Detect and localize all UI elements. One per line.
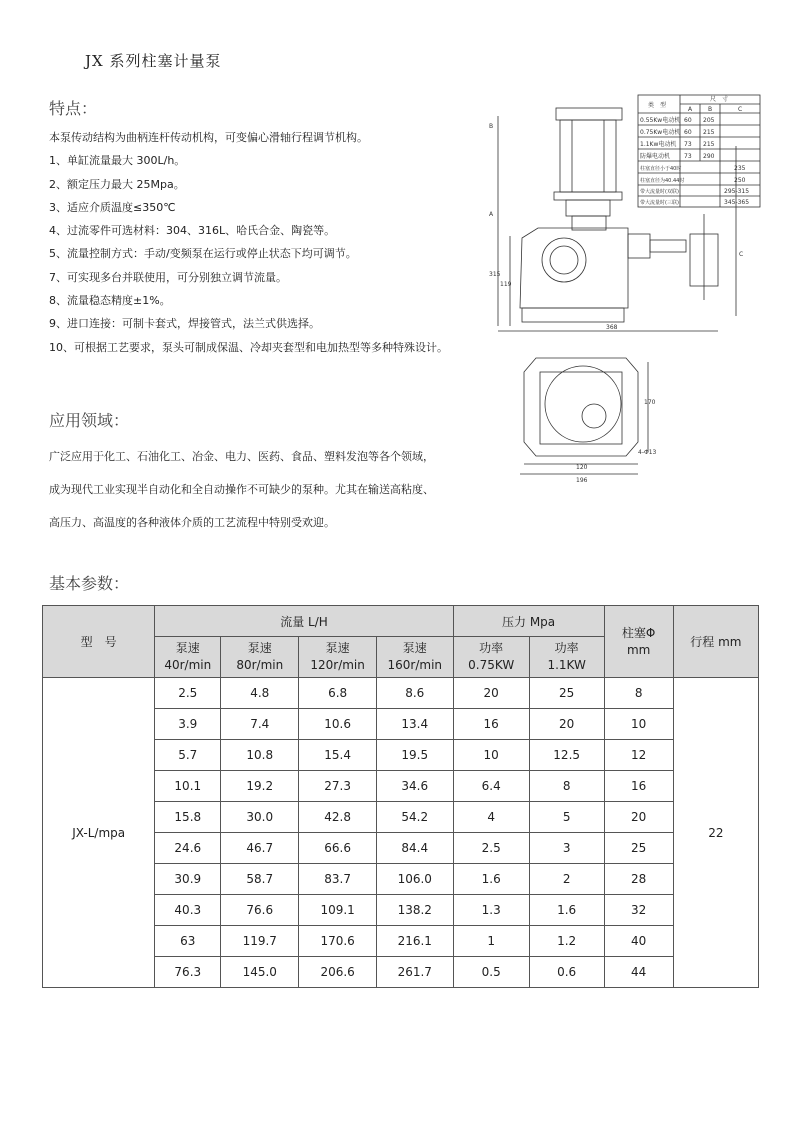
table-cell: 24.6 bbox=[155, 833, 221, 864]
table-cell: 40 bbox=[604, 926, 673, 957]
dim-row-label: 防爆电动机 bbox=[640, 153, 671, 160]
table-cell: 206.6 bbox=[299, 957, 377, 988]
table-cell: 83.7 bbox=[299, 864, 377, 895]
dim-row-label: 1.1Kw电动机 bbox=[640, 141, 677, 148]
header-model: 型 号 bbox=[43, 606, 155, 678]
table-cell: 119.7 bbox=[221, 926, 299, 957]
feature-item: 1、单缸流量最大 300L/h。 bbox=[49, 154, 186, 168]
dim-col-a: A bbox=[688, 106, 693, 113]
params-table bbox=[42, 605, 759, 988]
header-speed-value: 160r/min bbox=[387, 658, 443, 672]
table-cell: 6.4 bbox=[453, 771, 529, 802]
dim-extra-label: 带大流量时(双联) bbox=[640, 189, 679, 195]
pump-plan-view bbox=[520, 358, 657, 484]
dim-height-315: 315 bbox=[489, 271, 501, 278]
table-cell: 1 bbox=[453, 926, 529, 957]
dim-width-total: 368 bbox=[606, 324, 618, 331]
table-cell: 5 bbox=[529, 802, 604, 833]
dim-col-b: B bbox=[708, 106, 713, 113]
dim-row-label: 0.75Kw电动机 bbox=[640, 129, 681, 136]
dimension-table bbox=[638, 95, 760, 207]
header-speed-label: 泵速 bbox=[402, 641, 427, 655]
dim-label-a: A bbox=[489, 211, 494, 218]
table-cell: 40.3 bbox=[155, 895, 221, 926]
header-plunger-unit: mm bbox=[626, 642, 651, 657]
table-cell: 1.2 bbox=[529, 926, 604, 957]
table-cell: 58.7 bbox=[221, 864, 299, 895]
table-cell: 28 bbox=[604, 864, 673, 895]
table-cell: 12 bbox=[604, 740, 673, 771]
dim-table-header-type: 类 型 bbox=[648, 102, 667, 109]
dim-row-a: 60 bbox=[684, 129, 692, 136]
table-cell: 12.5 bbox=[529, 740, 604, 771]
table-cell: 170.6 bbox=[299, 926, 377, 957]
table-cell: 20 bbox=[604, 802, 673, 833]
header-speed-label: 泵速 bbox=[175, 641, 200, 655]
application-heading: 应用领域： bbox=[49, 411, 130, 430]
header-power-label: 功率 bbox=[554, 641, 579, 655]
table-cell: 15.8 bbox=[155, 802, 221, 833]
header-speed-value: 120r/min bbox=[310, 658, 365, 672]
header-power-value: 0.75KW bbox=[468, 658, 515, 672]
table-cell: 13.4 bbox=[376, 709, 453, 740]
application-text bbox=[49, 440, 479, 539]
header-power-label: 功率 bbox=[479, 641, 504, 655]
table-cell: 16 bbox=[604, 771, 673, 802]
application-line: 高压力、高温度的各种液体介质的工艺流程中特别受欢迎。 bbox=[49, 516, 335, 529]
application-line: 成为现代工业实现半自动化和全自动操作不可缺少的泵种。尤其在输送高粘度、 bbox=[49, 483, 434, 496]
dim-table-header-size: 尺 寸 bbox=[710, 96, 729, 103]
feature-item: 9、进口连接：可制卡套式，焊接管式，法兰式供选择。 bbox=[49, 317, 320, 331]
table-cell: 20 bbox=[529, 709, 604, 740]
feature-item: 8、流量稳态精度±1%。 bbox=[49, 294, 171, 308]
header-speed-40 bbox=[155, 637, 221, 678]
dim-row-label: 0.55Kw电动机 bbox=[640, 117, 681, 124]
header-speed-label: 泵速 bbox=[247, 641, 272, 655]
table-cell: 3 bbox=[529, 833, 604, 864]
header-speed-label: 泵速 bbox=[325, 641, 350, 655]
feature-item: 5、流量控制方式：手动/变频泵在运行或停止状态下均可调节。 bbox=[49, 247, 357, 261]
table-cell: 54.2 bbox=[376, 802, 453, 833]
table-cell: 8.6 bbox=[376, 678, 453, 709]
features-heading: 特点： bbox=[49, 99, 98, 118]
header-speed-120 bbox=[299, 637, 377, 678]
table-cell: 20 bbox=[453, 678, 529, 709]
table-cell: 10 bbox=[604, 709, 673, 740]
dim-label-c: C bbox=[739, 251, 744, 258]
params-heading: 基本参数： bbox=[49, 574, 130, 593]
header-stroke: 行程 mm bbox=[673, 606, 758, 678]
table-cell: 8 bbox=[529, 771, 604, 802]
table-cell: 15.4 bbox=[299, 740, 377, 771]
dim-row-b: 205 bbox=[703, 117, 715, 124]
table-cell: 19.5 bbox=[376, 740, 453, 771]
page-title: JX 系列柱塞计量泵 bbox=[85, 52, 222, 70]
dim-extra-value: 345-365 bbox=[724, 199, 750, 206]
header-plunger bbox=[604, 606, 673, 678]
dim-extra-value: 235 bbox=[734, 165, 746, 172]
dim-row-b: 215 bbox=[703, 141, 715, 148]
table-cell: 66.6 bbox=[299, 833, 377, 864]
header-speed-80 bbox=[221, 637, 299, 678]
feature-item: 3、适应介质温度≤350℃ bbox=[49, 200, 176, 214]
feature-item: 10、可根据工艺要求，泵头可制成保温、冷却夹套型和电加热型等多种特殊设计。 bbox=[49, 340, 448, 354]
table-cell: 76.6 bbox=[221, 895, 299, 926]
table-cell: 4.8 bbox=[221, 678, 299, 709]
header-plunger-label: 柱塞Φ bbox=[621, 625, 656, 640]
table-cell: 16 bbox=[453, 709, 529, 740]
table-cell: 3.9 bbox=[155, 709, 221, 740]
table-cell: 1.6 bbox=[453, 864, 529, 895]
table-cell: 10.8 bbox=[221, 740, 299, 771]
table-cell: 2 bbox=[529, 864, 604, 895]
dim-height-119: 119 bbox=[500, 281, 512, 288]
dim-extra-label: 带大流量时(三联) bbox=[640, 200, 679, 206]
application-line: 广泛应用于化工、石油化工、冶金、电力、医药、食品、塑料发泡等各个领域， bbox=[49, 450, 434, 463]
model-cell: JX-L/mpa bbox=[43, 678, 155, 988]
table-row bbox=[43, 678, 759, 709]
dim-row-a: 73 bbox=[684, 153, 692, 160]
dim-extra-label: 柱塞直径为40.44时 bbox=[640, 178, 685, 184]
dim-col-c: C bbox=[738, 106, 743, 113]
table-cell: 25 bbox=[604, 833, 673, 864]
table-cell: 30.9 bbox=[155, 864, 221, 895]
dim-plan-196: 196 bbox=[576, 477, 588, 484]
dim-extra-value: 250 bbox=[734, 177, 746, 184]
table-cell: 84.4 bbox=[376, 833, 453, 864]
header-power-value: 1.1KW bbox=[547, 658, 586, 672]
header-speed-value: 40r/min bbox=[164, 658, 212, 672]
dim-extra-label: 柱塞直径小于40时 bbox=[640, 166, 682, 172]
params-rows bbox=[43, 678, 759, 988]
header-power-11 bbox=[529, 637, 604, 678]
table-cell: 10 bbox=[453, 740, 529, 771]
features-list bbox=[49, 126, 509, 359]
table-cell: 27.3 bbox=[299, 771, 377, 802]
table-cell: 42.8 bbox=[299, 802, 377, 833]
header-speed-160 bbox=[376, 637, 453, 678]
table-cell: 34.6 bbox=[376, 771, 453, 802]
dim-row-a: 73 bbox=[684, 141, 692, 148]
table-cell: 5.7 bbox=[155, 740, 221, 771]
header-speed-value: 80r/min bbox=[236, 658, 284, 672]
table-cell: 216.1 bbox=[376, 926, 453, 957]
table-cell: 19.2 bbox=[221, 771, 299, 802]
feature-item: 4、过流零件可选材料：304、316L、哈氏合金、陶瓷等。 bbox=[49, 224, 336, 238]
table-cell: 8 bbox=[604, 678, 673, 709]
stroke-cell: 22 bbox=[673, 678, 758, 988]
table-cell: 10.6 bbox=[299, 709, 377, 740]
dim-row-b: 290 bbox=[703, 153, 715, 160]
header-flow: 流量 L/H bbox=[155, 606, 453, 637]
table-cell: 109.1 bbox=[299, 895, 377, 926]
table-cell: 76.3 bbox=[155, 957, 221, 988]
table-cell: 46.7 bbox=[221, 833, 299, 864]
table-cell: 44 bbox=[604, 957, 673, 988]
dim-row-b: 215 bbox=[703, 129, 715, 136]
table-cell: 106.0 bbox=[376, 864, 453, 895]
feature-item: 7、可实现多台并联使用，可分别独立调节流量。 bbox=[49, 270, 287, 284]
table-cell: 2.5 bbox=[155, 678, 221, 709]
dim-extra-value: 295-315 bbox=[724, 188, 750, 195]
table-cell: 32 bbox=[604, 895, 673, 926]
pump-drawing bbox=[488, 86, 768, 486]
header-pressure: 压力 Mpa bbox=[453, 606, 604, 637]
table-cell: 261.7 bbox=[376, 957, 453, 988]
dim-row-a: 60 bbox=[684, 117, 692, 124]
table-cell: 25 bbox=[529, 678, 604, 709]
table-cell: 4 bbox=[453, 802, 529, 833]
feature-item: 本泵传动结构为曲柄连杆传动机构，可变偏心滑轴行程调节机构。 bbox=[49, 131, 368, 144]
table-cell: 6.8 bbox=[299, 678, 377, 709]
table-cell: 1.6 bbox=[529, 895, 604, 926]
table-cell: 145.0 bbox=[221, 957, 299, 988]
table-cell: 0.6 bbox=[529, 957, 604, 988]
dim-label-b: B bbox=[489, 123, 494, 130]
table-cell: 10.1 bbox=[155, 771, 221, 802]
table-cell: 63 bbox=[155, 926, 221, 957]
header-power-075 bbox=[453, 637, 529, 678]
dim-plan-170: 170 bbox=[644, 399, 656, 406]
table-cell: 138.2 bbox=[376, 895, 453, 926]
dim-plan-holes: 4-Φ13 bbox=[638, 449, 657, 456]
table-cell: 30.0 bbox=[221, 802, 299, 833]
table-cell: 1.3 bbox=[453, 895, 529, 926]
feature-item: 2、额定压力最大 25Mpa。 bbox=[49, 177, 185, 191]
table-cell: 0.5 bbox=[453, 957, 529, 988]
dim-plan-120: 120 bbox=[576, 464, 588, 471]
table-cell: 7.4 bbox=[221, 709, 299, 740]
table-cell: 2.5 bbox=[453, 833, 529, 864]
